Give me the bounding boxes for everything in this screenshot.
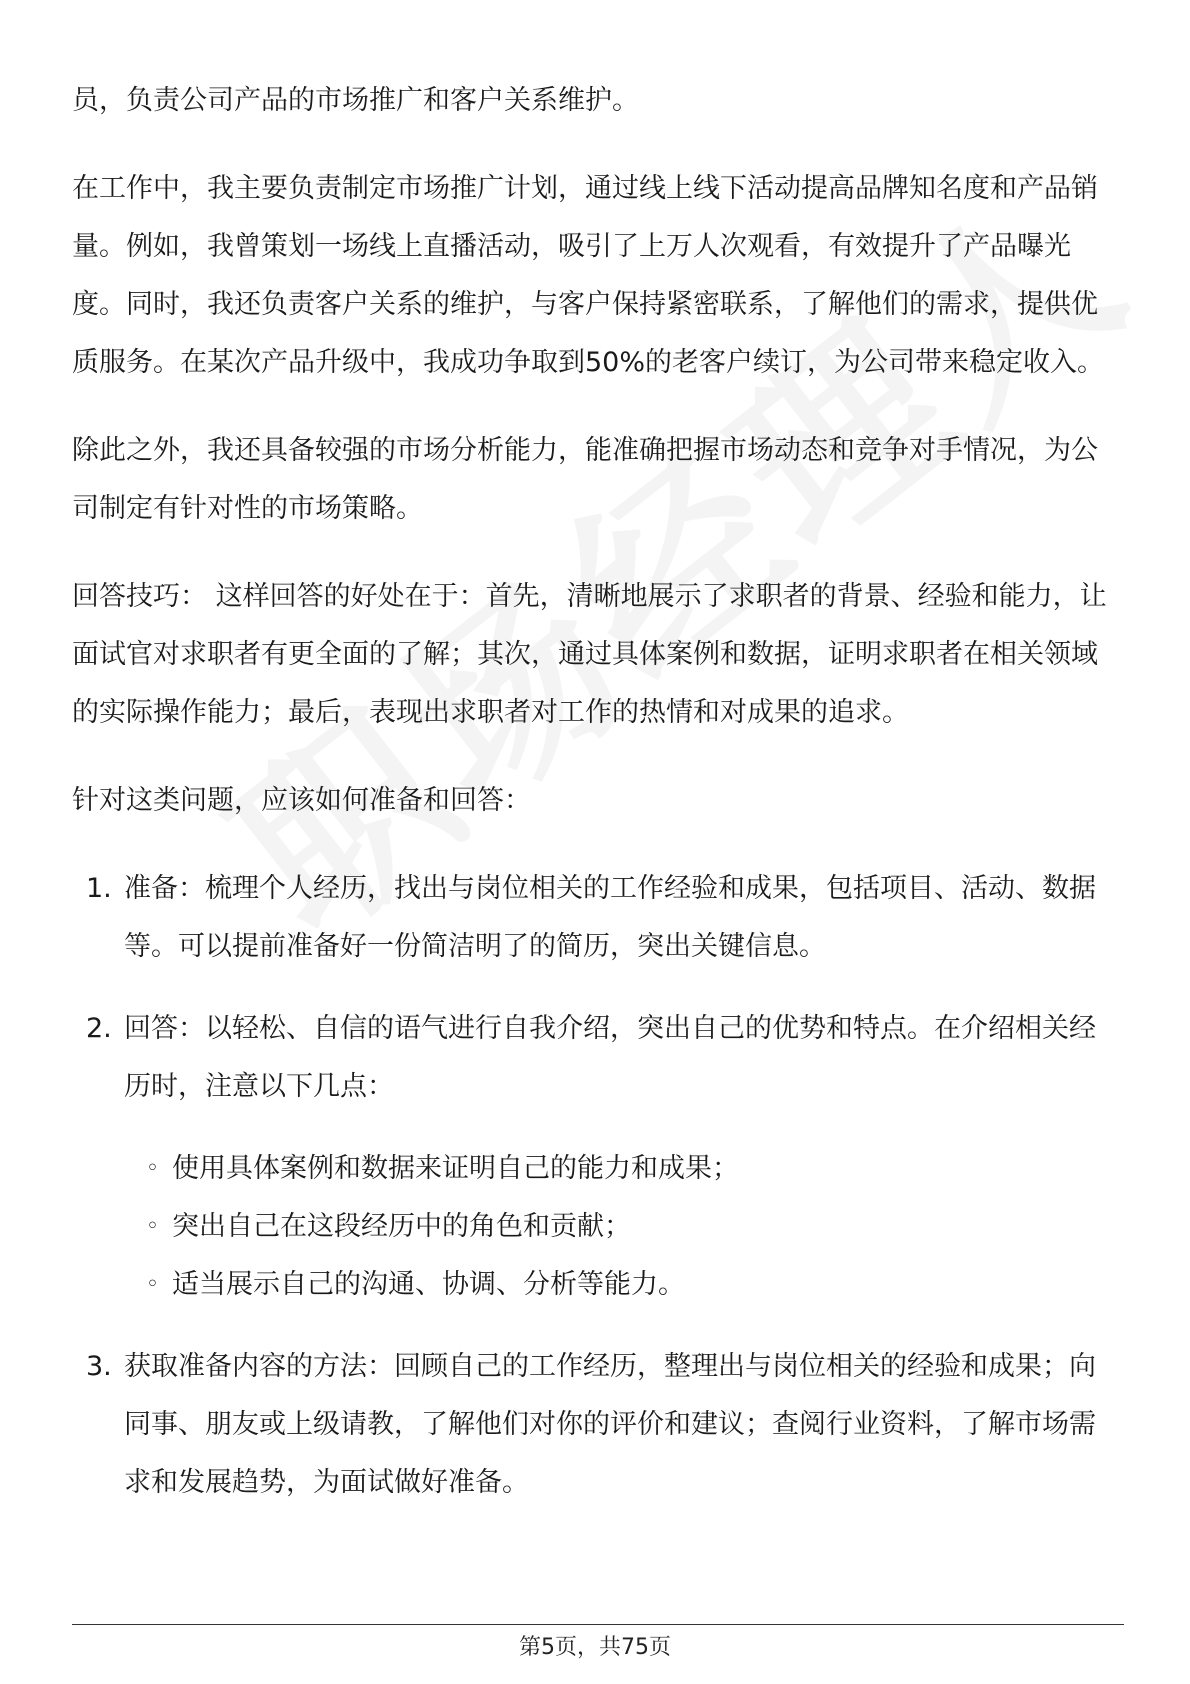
list-item-gather-content <box>72 1338 1122 1512</box>
footer-divider <box>72 1624 1124 1625</box>
paragraph-intro-tail: 员，负责公司产品的市场推广和客户关系维护。 <box>72 85 639 116</box>
list-item-text: 准备：梳理个人经历，找出与岗位相关的工作经验和成果，包括项目、活动、数据等。可以提前准备好一份简洁明了的简历，突出关键信息。 <box>124 873 1096 962</box>
page-number: 第5页，共75页 <box>519 1635 671 1660</box>
paragraph-market-analysis: 除此之外，我还具备较强的市场分析能力，能准确把握市场动态和竞争对手情况，为公司制定有针对性的市场策略。 <box>72 435 1098 524</box>
preparation-list <box>72 860 1122 1512</box>
list-number: 1. <box>86 873 112 904</box>
paragraph-answer-tips: 回答技巧： 这样回答的好处在于：首先，清晰地展示了求职者的背景、经验和能力，让面试官对求职者有更全面的了解；其次，通过具体案例和数据，证明求职者在相关领域的实际操作能力；最后，表现出求职者对工作的热情和对成果的追求。 <box>72 581 1107 728</box>
sub-list-item <box>124 1140 1122 1198</box>
paragraph-how-to-prepare: 针对这类问题，应该如何准备和回答： <box>72 785 531 816</box>
paragraph-work-experience: 在工作中，我主要负责制定市场推广计划，通过线上线下活动提高品牌知名度和产品销量。例如，我曾策划一场线上直播活动，吸引了上万人次观看，有效提升了产品曝光度。同时，我还负责客户关系的维护，与客户保持紧密联系，了解他们的需求，提供优质服务。在某次产品升级中，我成功争取到50%的老客户续订，为公司带来稳定收入。 <box>72 173 1105 378</box>
sub-item-text: 适当展示自己的沟通、协调、分析等能力。 <box>172 1269 685 1300</box>
list-item-text: 获取准备内容的方法：回顾自己的工作经历，整理出与岗位相关的经验和成果；向同事、朋友或上级请教，了解他们对你的评价和建议；查阅行业资料，了解市场需求和发展趋势，为面试做好准备。 <box>124 1351 1096 1498</box>
list-item-prepare <box>72 860 1122 976</box>
bullet-circle-icon: ◦ <box>146 1214 159 1239</box>
answer-sub-list <box>124 1140 1122 1314</box>
list-number: 2. <box>86 1013 112 1044</box>
bullet-circle-icon: ◦ <box>146 1272 159 1297</box>
list-item-text: 回答：以轻松、自信的语气进行自我介绍，突出自己的优势和特点。在介绍相关经历时，注意以下几点： <box>124 1013 1096 1102</box>
list-item-answer <box>72 1000 1122 1314</box>
document-body <box>72 72 1122 1536</box>
sub-list-item <box>124 1198 1122 1256</box>
sub-item-text: 使用具体案例和数据来证明自己的能力和成果； <box>172 1153 739 1184</box>
list-number: 3. <box>86 1351 112 1382</box>
bullet-circle-icon: ◦ <box>146 1156 159 1181</box>
sub-item-text: 突出自己在这段经历中的角色和贡献； <box>172 1211 631 1242</box>
sub-list-item <box>124 1256 1122 1314</box>
